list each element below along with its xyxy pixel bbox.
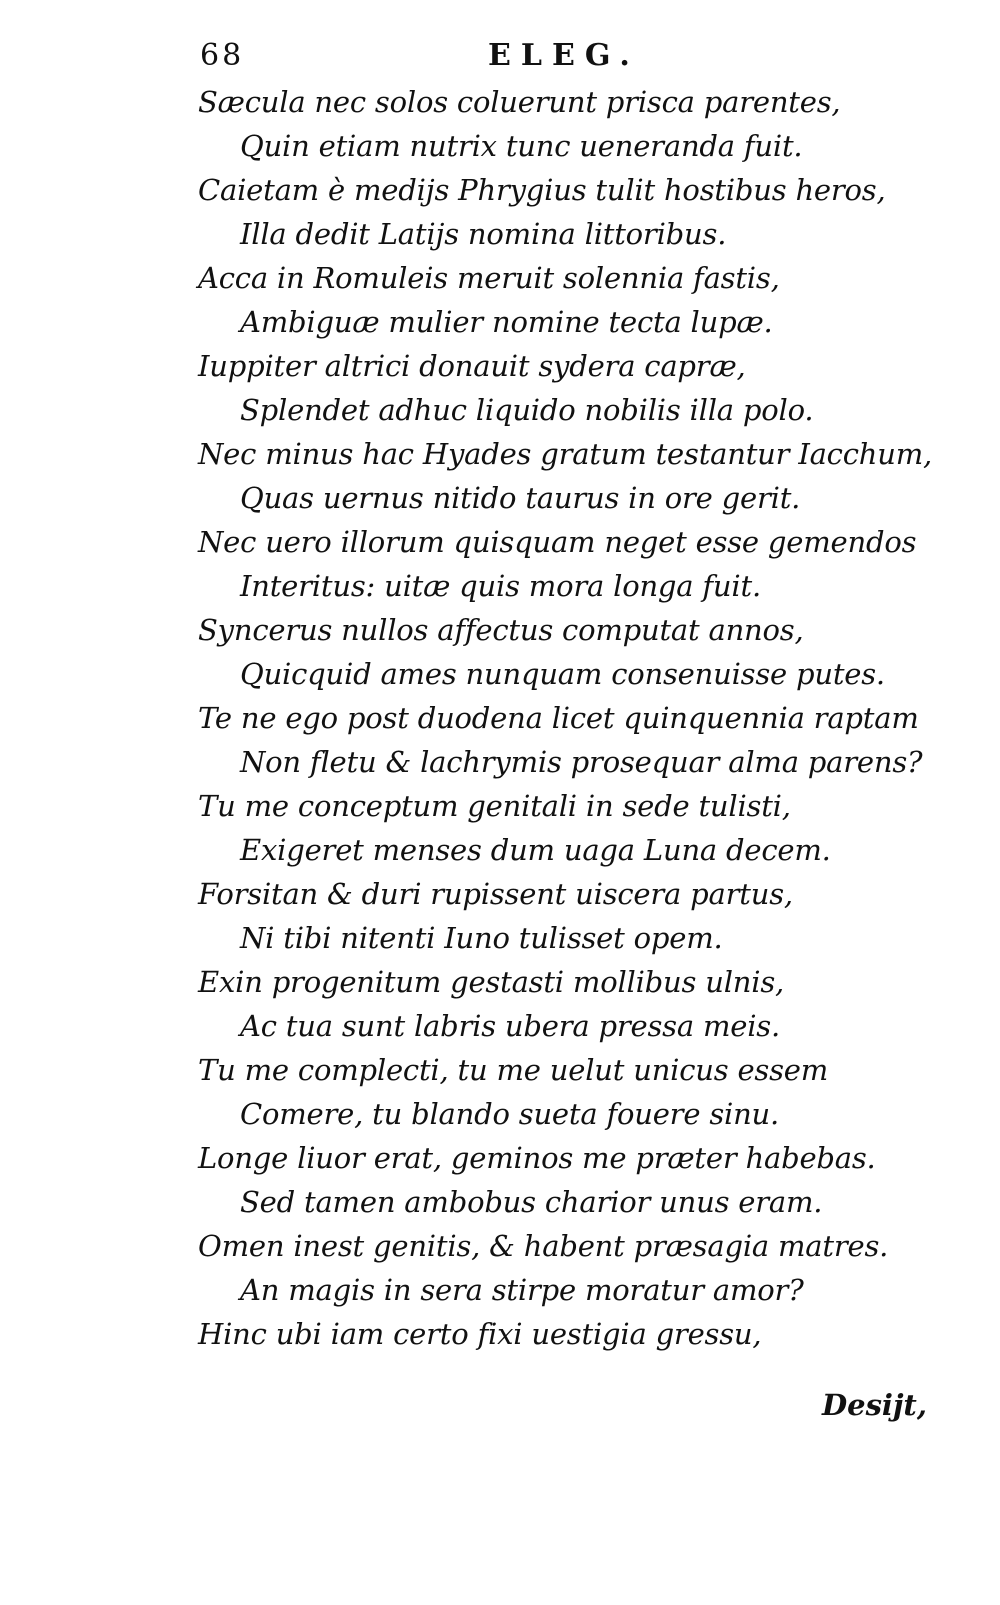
verse-line: Acca in Romuleis meruit solennia fastis, xyxy=(198,261,780,295)
verse-line: Interitus: uitæ quis mora longa fuit. xyxy=(240,569,761,603)
verse-line: Exigeret menses dum uaga Luna decem. xyxy=(240,833,831,867)
verse-line: Sed tamen ambobus charior unus eram. xyxy=(240,1185,823,1219)
verse-line: Ambiguæ mulier nomine tecta lupæ. xyxy=(240,305,773,339)
verse-line: Nec minus hac Hyades gratum testantur Iacchum, xyxy=(198,437,933,471)
verse-line: Longe liuor erat, geminos me præter habebas. xyxy=(198,1141,876,1175)
verse-line: Quicquid ames nunquam consenuisse putes. xyxy=(240,657,885,691)
verse-line: Quas uernus nitido taurus in ore gerit. xyxy=(240,481,801,515)
running-head: ELEG. xyxy=(488,38,640,73)
verse-line: An magis in sera stirpe moratur amor? xyxy=(240,1273,804,1307)
verse-line: Comere, tu blando sueta fouere sinu. xyxy=(240,1097,780,1131)
verse-line: Ni tibi nitenti Iuno tulisset opem. xyxy=(240,921,723,955)
verse-line: Tu me complecti, tu me uelut unicus essem xyxy=(198,1053,829,1087)
page-number: 68 xyxy=(200,38,245,73)
verse-line: Hinc ubi iam certo fixi uestigia gressu, xyxy=(198,1317,762,1351)
verse-line: Non fletu & lachrymis prosequar alma parens? xyxy=(240,745,923,779)
verse-line: Tu me conceptum genitali in sede tulisti, xyxy=(198,789,791,823)
verse-line: Te ne ego post duodena licet quinquennia raptam xyxy=(198,701,919,735)
page-header xyxy=(200,38,700,78)
verse-line: Omen inest genitis, & habent præsagia matres. xyxy=(198,1229,889,1263)
verse-line: Forsitan & duri rupissent uiscera partus, xyxy=(198,877,793,911)
verse-line: Quin etiam nutrix tunc ueneranda fuit. xyxy=(240,129,803,163)
verse-line: Caietam è medijs Phrygius tulit hostibus heros, xyxy=(198,173,886,207)
verse-line: Sæcula nec solos coluerunt prisca parentes, xyxy=(198,85,841,119)
verse-line: Illa dedit Latijs nomina littoribus. xyxy=(240,217,727,251)
verse-line: Syncerus nullos affectus computat annos, xyxy=(198,613,804,647)
catchword: Desijt, xyxy=(822,1388,927,1422)
verse-line: Exin progenitum gestasti mollibus ulnis, xyxy=(198,965,785,999)
verse-line: Nec uero illorum quisquam neget esse gemendos xyxy=(198,525,917,559)
verse-line: Iuppiter altrici donauit sydera capræ, xyxy=(198,349,746,383)
verse-line: Ac tua sunt labris ubera pressa meis. xyxy=(240,1009,780,1043)
verse-line: Splendet adhuc liquido nobilis illa polo. xyxy=(240,393,814,427)
